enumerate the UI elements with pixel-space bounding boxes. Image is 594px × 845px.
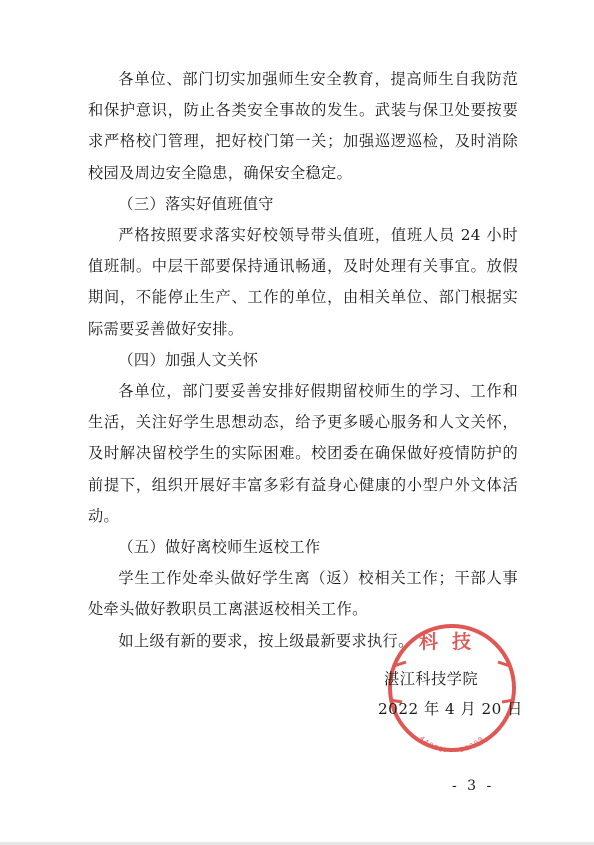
signature-block: [378, 664, 524, 724]
issue-date: 2022 年 4 月 20 日: [378, 700, 523, 718]
paragraph-safety-education: 各单位、部门切实加强师生安全教育，提高师生自我防范和保护意识，防止各类安全事故的发生。武装与保卫处要按要求严格校门管理，把好校门第一关；加强巡逻巡检，及时消除校园及周边安全隐患，确保安全稳定。: [88, 70, 518, 182]
paragraph-return: 学生工作处牵头做好学生离（返）校相关工作；干部人事处牵头做好教职员工离湛返校相关工作。: [88, 569, 518, 619]
section-heading-duty: （三）落实好值班值守: [118, 194, 274, 213]
seal-serial: 4408824052299: [417, 734, 487, 752]
paragraph-closing: 如上级有新的要求，按上级最新要求执行。: [118, 631, 414, 650]
paragraph-care: 各单位，部门要妥善安排好假期留校师生的学习、工作和生活，关注好学生思想动态，给予更多暖心服务和人文关怀，及时解决留校学生的实际困难。校团委在确保做好疫情防护的前提下，组织开展好丰富多彩有益身心健康的小型户外文体活动。: [88, 382, 518, 525]
paragraph-duty: 严格按照要求落实好校领导带头值班，值班人员 24 小时值班制。中层干部要保持通讯畅通，及时处理有关事宜。放假期间，不能停止生产、工作的单位，由相关单位、部门根据实际需要妥善做好安排。: [88, 226, 518, 338]
document-body: [88, 64, 518, 657]
issuing-organization: 湛江科技学院: [384, 670, 479, 688]
page-number: - 3 -: [452, 778, 495, 794]
section-heading-care: （四）加强人文关怀: [118, 350, 259, 369]
section-heading-return: （五）做好离校师生返校工作: [118, 538, 321, 557]
seal-text: 科技: [418, 631, 486, 653]
